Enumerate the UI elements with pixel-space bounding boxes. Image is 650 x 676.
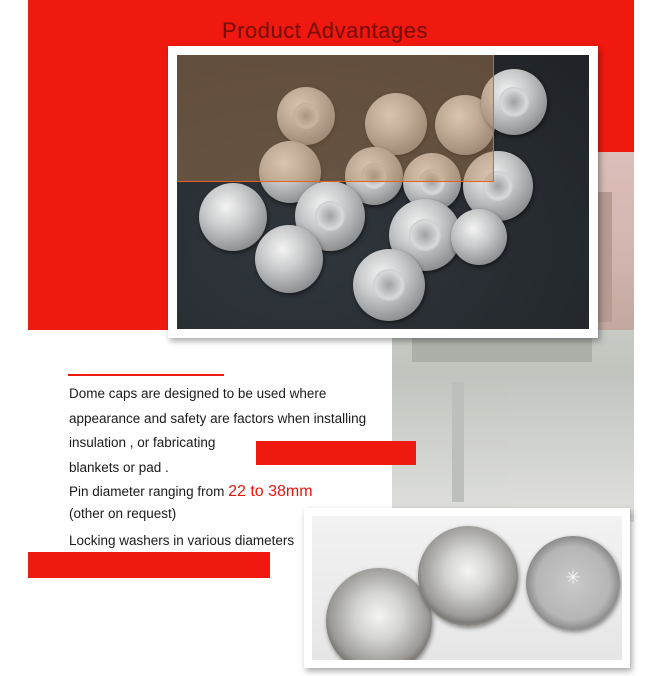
pin-diameter-range: 22 to 38mm <box>228 483 313 500</box>
page-title: Product Advantages <box>222 18 428 43</box>
pin-diameter-line <box>69 480 389 505</box>
description-line: appearance and safety are factors when installing <box>69 410 367 426</box>
description-line: (other on request) <box>69 505 177 521</box>
dome-cap-medium <box>418 526 518 626</box>
description-line: insulation , or fabricating <box>69 435 216 450</box>
description-line: Locking washers in various diameters <box>69 532 295 548</box>
description-line: Dome caps are designed to be used where <box>69 386 327 401</box>
dome-cap-large <box>326 568 432 660</box>
description-line: blankets or pad . <box>69 459 169 475</box>
red-accent-bar-bottom <box>28 552 270 578</box>
bottom-product-photo <box>304 508 630 668</box>
locking-washer <box>526 536 620 630</box>
highlight-overlay <box>177 55 494 182</box>
top-product-photo <box>168 46 598 338</box>
star-slot-icon: ✳ <box>565 567 581 588</box>
red-underline-divider <box>68 374 224 376</box>
pin-diameter-label: Pin diameter ranging from <box>69 484 229 499</box>
